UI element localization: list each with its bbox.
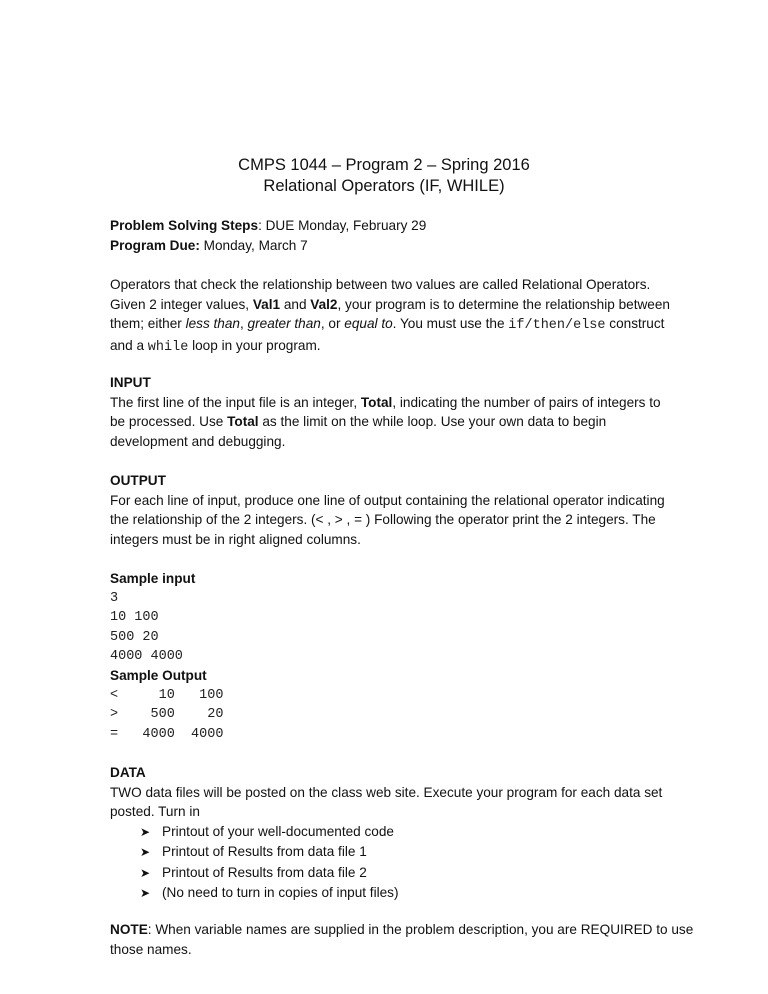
t: and a (110, 337, 148, 353)
text-line (110, 314, 670, 336)
arrow-bullet-icon: ➤ (140, 865, 151, 880)
t: : When variable names are supplied in the problem description, you are REQUIRED to use (147, 922, 694, 937)
text-line (110, 920, 693, 940)
t: , or (320, 316, 345, 331)
t: as the limit on the while loop. Use your own data to begin (258, 414, 607, 429)
t: be processed. Use (110, 414, 228, 429)
sample-input (110, 569, 195, 667)
title-line-1: CMPS 1044 – Program 2 – Spring 2016 (238, 156, 530, 174)
code: while (147, 339, 189, 355)
intro-paragraph (110, 275, 670, 357)
code-line: = 4000 4000 (110, 726, 224, 742)
due-dates (110, 216, 426, 255)
label: Program Due: (110, 237, 200, 253)
t: Given 2 integer values, (110, 296, 253, 312)
list-item (110, 842, 662, 863)
t: greater than (247, 316, 321, 331)
t: NOTE (110, 922, 148, 937)
t: construct (605, 316, 665, 331)
t: loop in your program. (188, 337, 321, 353)
code-line: 3 (110, 590, 119, 606)
code-line: < 10 100 (110, 687, 224, 703)
text-line: TWO data files will be posted on the class web site. Execute your program for each data set (110, 784, 663, 800)
code-line: > 500 20 (110, 707, 224, 722)
t: , your program is to determine the relationship between (337, 296, 670, 312)
section-heading: OUTPUT (110, 473, 166, 488)
t: , (239, 316, 248, 331)
data-section (110, 763, 662, 904)
t: Printout of Results from data file 2 (162, 864, 367, 880)
code-line: 500 20 (110, 629, 159, 645)
text-line: development and debugging. (110, 433, 286, 449)
text-line: integers must be in right aligned columns. (110, 531, 361, 547)
t: (No need to turn in copies of input files) (162, 885, 399, 900)
t: The first line of the input file is an integer, (110, 394, 361, 410)
text-line: posted. Turn in (110, 804, 200, 819)
text-line (110, 393, 661, 413)
section-heading: DATA (110, 765, 146, 780)
code-line: 10 100 (110, 610, 159, 625)
list-item (110, 822, 662, 843)
problem-solving-due (110, 216, 426, 236)
t: equal to (344, 316, 393, 331)
value: : DUE Monday, February 29 (258, 218, 427, 233)
t: Val2 (310, 296, 338, 312)
label: Problem Solving Steps (110, 218, 259, 233)
value: Monday, March 7 (199, 237, 308, 253)
program-due (110, 236, 426, 256)
section-heading: INPUT (110, 375, 151, 390)
arrow-bullet-icon: ➤ (140, 845, 151, 859)
t: and (280, 296, 311, 312)
sample-output (110, 666, 223, 744)
code-line: 4000 4000 (110, 649, 183, 664)
t: Printout of Results from data file 1 (162, 844, 367, 859)
text-line (110, 295, 670, 315)
t: Val1 (252, 296, 281, 312)
text-line (110, 336, 670, 358)
t: them; either (110, 316, 186, 331)
list-item (110, 883, 662, 904)
input-section (110, 373, 661, 451)
t: , indicating the number of pairs of integers to (392, 394, 661, 410)
text-line (110, 412, 661, 432)
t: Total (360, 394, 393, 410)
section-heading: Sample Output (110, 668, 207, 683)
text-line: those names. (110, 941, 192, 957)
code: if/then/else (508, 318, 606, 333)
t: less than (185, 316, 240, 331)
t: Printout of your well-documented code (162, 823, 394, 839)
t: Total (227, 414, 259, 429)
text-line: the relationship of the 2 integers. (< , > , = ) Following the operator print the 2 integers. The (110, 512, 656, 527)
arrow-bullet-icon: ➤ (140, 886, 151, 900)
document-title (0, 155, 768, 197)
section-heading: Sample input (110, 571, 196, 586)
text-line: For each line of input, produce one line of output containing the relational operator indicating (110, 492, 665, 508)
title-line-2: Relational Operators (IF, WHILE) (263, 177, 505, 195)
note-section (110, 920, 693, 959)
t: . You must use the (392, 316, 509, 331)
list-item (110, 863, 662, 884)
arrow-bullet-icon: ➤ (140, 824, 151, 839)
output-section (110, 471, 665, 549)
text-line: Operators that check the relationship between two values are called Relational Operators. (110, 277, 651, 292)
